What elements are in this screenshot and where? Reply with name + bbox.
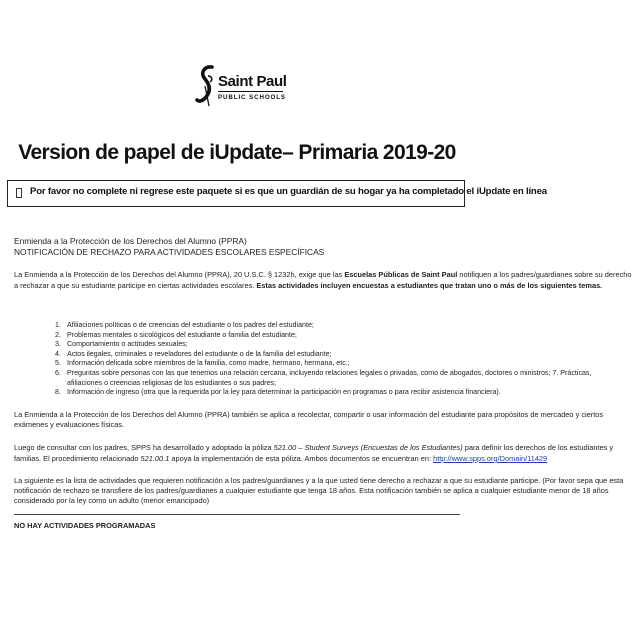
procedure-number: 521.00.1 xyxy=(140,454,170,463)
section-divider xyxy=(14,514,460,515)
list-item-number: 3. xyxy=(55,340,61,349)
list-item-text: Afiliaciones políticas o de creencias del estudiante o los padres del estudiante; xyxy=(67,321,314,329)
section-heading: Enmienda a la Protección de los Derechos del Alumno (PPRA) xyxy=(14,236,247,246)
para-2-line-1: La Enmienda a la Protección de los Derechos del Alumno (PPRA) también se aplica a recolectar, compartir o usar información del estudiante para propósitos de mercadeo y ciertos xyxy=(14,410,604,419)
list-item-text: Actos ilegales, criminales o reveladores del estudiante o de la familia del estudiante; xyxy=(67,349,332,358)
notice-box xyxy=(7,180,547,207)
policy-text: apoya la implementación de esta póliza. Ambos documentos se encuentran en: xyxy=(169,454,434,463)
list-item-text: Preguntas sobre personas con las que tenemos una relación cercana, incluyendo relaciones legales o privadas, como de abogados, doctores o ministros; 7. Prácticas, xyxy=(67,368,592,377)
section-subheading: NOTIFICACIÓN DE RECHAZO PARA ACTIVIDADES ESCOLARES ESPECÍFICAS xyxy=(14,247,325,257)
district-name: Escuelas Públicas de Saint Paul xyxy=(344,270,458,279)
logo-mark-icon xyxy=(196,64,218,108)
list-item-number: 1. xyxy=(55,321,61,329)
para-3-line-1 xyxy=(14,443,613,453)
policy-text: familias. El procedimiento relacionado xyxy=(14,454,141,463)
notice-text: Por favor no complete ni regrese este paquete si es que un guardián de su hogar ya ha completado el iUpdate en línea xyxy=(30,186,547,197)
page-title: Version de papel de iUpdate– Primaria 2019-20 xyxy=(18,141,456,164)
intro-text: notifiquen a los padres/guardianes sobre su derecho xyxy=(457,270,632,279)
logo-divider xyxy=(218,91,283,92)
policy-text: para definir los derechos de los estudiantes y xyxy=(462,443,614,452)
list-item-text: Problemas mentales o sicológicos del estudiante o familia del estudiante; xyxy=(67,330,297,339)
intro-emphasis: Estas actividades incluyen encuestas a estudiantes que tratan uno o más de los siguientes temas. xyxy=(256,281,603,290)
intro-text: a rechazar a que su estudiante participe en ciertas actividades escolares. xyxy=(14,281,257,290)
list-item-number: 2. xyxy=(55,330,61,339)
logo-name: Saint Paul xyxy=(218,73,287,90)
list-item-text: Información delicada sobre miembros de la familia, como madre, hermano, hermana, etc.; xyxy=(67,359,350,368)
list-item-text: Comportamiento o actitudes sexuales; xyxy=(67,340,188,349)
list-item-text: afiliaciones o creencias religiosas de los estudiantes o sus padres; xyxy=(67,378,276,387)
list-item-text: Información de ingreso (otra que la requerida por la ley para determinar la participación en programas o para recibir asistencia financiera). xyxy=(67,388,501,397)
para-3-line-2 xyxy=(14,454,547,464)
para-4-line-2: notificación de rechazo se transfiere de los padres/guardianes a cualquier estudiante que tenga 18 años. Esta notificación también se aplica a cualquier estudiante menor de 18 años xyxy=(14,486,609,495)
para-4-line-3: considerado por la ley como un adulto (menor emancipado) xyxy=(14,496,210,505)
list-item-number: 8. xyxy=(55,388,61,397)
intro-line-2 xyxy=(14,281,602,291)
policy-link[interactable]: http://www.spps.org/Domain/11429 xyxy=(433,454,548,463)
para-2-line-2: exámenes y evaluaciones físicas. xyxy=(14,420,125,429)
intro-line-1 xyxy=(14,270,632,280)
no-activities-heading: NO HAY ACTIVIDADES PROGRAMADAS xyxy=(14,521,156,530)
para-4-line-1: La siguiente es la lista de actividades que requieren notificación a los padres/guardianes y a la que usted tiene derecho a rechazar a que su estudiante participe. (Por favor sepa que esta xyxy=(14,476,624,485)
list-item-number: 6. xyxy=(55,368,61,377)
logo-subtitle: PUBLIC SCHOOLS xyxy=(218,94,286,101)
list-item-number: 5. xyxy=(55,359,61,368)
policy-title: 521.00 – Student Surveys (Encuestas de los Estudiantes) xyxy=(273,443,463,452)
checkbox-icon[interactable] xyxy=(16,188,22,198)
school-logo xyxy=(196,64,296,112)
policy-text: Luego de consultar con los padres, SPPS ha desarrollado y adoptado la póliza xyxy=(14,443,274,452)
intro-text: La Enmienda a la Protección de los Derechos del Alumno (PPRA), 20 U.S.C. § 1232h, exige que las xyxy=(14,270,345,279)
list-item-number: 4. xyxy=(55,349,61,358)
